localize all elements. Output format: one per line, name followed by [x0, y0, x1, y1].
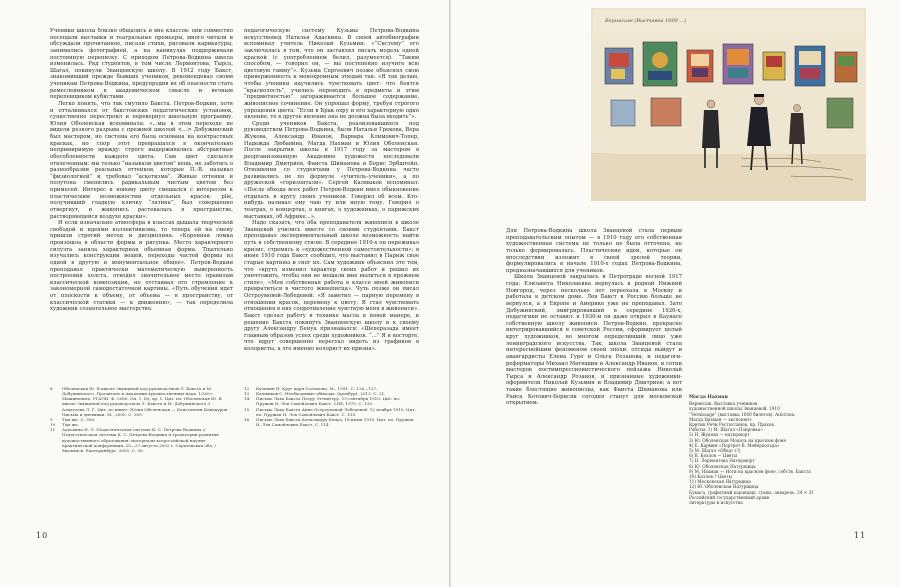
left-text-column-2 — [244, 28, 419, 386]
caption-line: 7) Н. Лермонтова Натюрморт — [689, 458, 755, 464]
footnote: 14 Письмо Льва Бакста Петру Эттингеру. 15 сентября 1910. Цит. по: Пружан И. Лев Самойлович Бакст. СПб, 1975. С. 135. — [244, 396, 401, 407]
caption-line: “Vernissage” (выставка 1000 билетов). Аполлон. — [689, 411, 796, 417]
painting-5 — [763, 52, 785, 80]
caption-line: 11) Московская Натурщица — [689, 479, 751, 485]
painting-8 — [611, 100, 635, 126]
footnotes-right — [244, 386, 419, 446]
painting-2 — [643, 42, 677, 86]
painting-1 — [605, 48, 633, 84]
right-text-column — [506, 228, 682, 443]
caption-line: литературы и искусства — [689, 500, 743, 506]
footnote: 10 Там же. — [50, 422, 80, 428]
caption-line: 4) Е. Кармин «Портрет В. Мейерхольда» — [689, 442, 780, 448]
caption-line: 2) Н. Жукова — натюрморт — [689, 432, 750, 438]
painting-4 — [723, 44, 753, 84]
footnote: 9 Там же. С. 308. — [50, 416, 96, 422]
caption-title: Магда Нахман — [689, 395, 728, 400]
caption-line: художественной школы Званцевой. 1910 — [689, 406, 780, 412]
caption-line: 6) В. Козлов — Цветы — [689, 453, 737, 459]
painting-6 — [795, 46, 825, 86]
paragraph: Среди учеников Бакста, реализовавшихся под руководством Петрова-Водкина, были Наталья Грекова, Вера Жукова, Александр Иванов, Варвара Климович-Топер, Надежда Любавина, Магда Нахман и Юлия Оболенская. После закрытия школы в 1917 году за мастером в реорганизованную Академию художеств последовали Владимир Дмитриев, Фаиста Шкмановa и Борис Эрбштейн. Отношения со студентами у Петрова-Водкина часто развивались не по формуле «учитель–ученики», а по дружеской «горизонтали». Сергей Калмыков вспоминал: «После обхода всех работ Петров-Водкин имел обыкновение отдыхать в кругу своих учеников. Говорил об всем. Кто-нибудь наливал ему чаю ту или иную тему. Говорил о театрах, о концертах, о книгах, о художниках, о парижских выставках, об Африке...». — [244, 120, 419, 220]
caption-line: 8) Ю. Оболенская Натурщица — [689, 463, 756, 469]
footnote: 11 Адаскина Н. Л. Педагогическая система К. С. Петрова-Водкина // Педагогическая система К. С. Петрова-Водкина и траектории развития художественного образования: материалы всероссийской научно-практической конференции, 25—27 августа 2002 г. Саратовская обл. / Хвалынск. Екатеринбург, 2005. С. 30. — [50, 427, 219, 453]
caption-line: 9) М. Нахман — Ноги на красном фоне, собств. Бакста — [689, 468, 811, 474]
caption-line: Работы: 1) М. Шагал «Покровка» — [689, 427, 763, 433]
paragraph: Школа Званцевой закрылась в Петрограде весной 1917 года: Елизавета Николаевна вернулась в родной Нижний Новгород, через несколько лет переехала в Москву и работала в детском доме. Лев Бакст в Россию больше не вернулся, а в Европе и Америке уже не преподавал. Зато Добужинский, эмигрировавший в середине 1920-х, педагогики не оставил: в 1930-м он даже открыл в Каунасе собственную школу живописи. Петров-Водкин, прекрасно интегрировавшийся в советской России, сформирует целый круг художников, во многом определивший лицо уже ленинградского искусства. Так, школа Званцевой стала интереснейшим феноменом своей эпохи: отсюда выйдут и авангардисты Елена Гуро и Ольга Розанова, и педагоги-реформаторы Михаил Матюшин и Александр Иванов, и сотни мастеров постимпрессионистического пейзажа Николай Тырса и Александр Розанов, и признанные художники-оформители Николай Кузьмин и Владимир Дмитриев; а вот такие блестящие живописцы, как Фаиста Шкманова или Раиса Котович-Борисяк сегодня станут для московской открытием. — [506, 274, 682, 407]
sketch-inscription: Вернисаж (Выставка 1000 ...) — [605, 18, 687, 24]
painting-3 — [687, 50, 713, 82]
footnote: 8 Оболенская Ю. В школе Званцевой под руководством Л. Бакста и М. Добужинского. Прочитано в Академии художественных наук. 1926 г. Машинопись. РГАЛИ. Ф. 2080. Оп. 1. Ед. хр. 1. Цит. по: Оболенская Ю. В школе Званцевой под руководством Л. Бакста и М. Добужинского // Алексеева Л. Г. Цит. по книге: Юлия Оболенская — Константин Кандауров. Письма и дневники. М., 2005. С. 309. — [50, 386, 229, 417]
exhibition-sketch-drawing — [591, 8, 866, 201]
page-number: 10 — [36, 531, 49, 540]
painting-10 — [827, 98, 853, 128]
artwork-sketch — [591, 8, 866, 201]
paragraph: Ученики школы близко общались и вне классов: они совместно посещали выставки и театральные премьеры, много читали и обсуждали прочитанное, писали стихи, рисовали карикатуры, занимались фотографией, а на каникулах поддерживали постоянную переписку. С приходом Петрова-Водкина школа изменилась. Ряд студентов, в том числе Лермонтова, Тырса, Шагал, покинули Званцевскую школу. В 1912 году Бакст, знакомивший прежде бывших учеников, рекомендовал своим ученикам Петрова-Водкина, предупредив их об опасности стать ремесленником в академическом смысле и вечным перепевщиком кубистами. — [50, 28, 233, 101]
caption-line: 3) Ю. Оболенская Модель на красном фоне — [689, 437, 786, 443]
left-text-column-1 — [50, 28, 233, 376]
footnote: 13 Калмыков С. Необходимые обиходы. Оренбург, 2013. С. 21. — [244, 391, 386, 397]
paragraph: Для Петрова-Водкина школа Званцевой стала первым преподавательским опытом — в 1910 году его собственная художественная система не только не была отточена, но только формировалась. Пластические идеи, которые он впоследствии изложит в своей зрелой теории, формулировались в начале 1910-х годах Петрова-Водкина, предназначавшихся для учеников. — [506, 228, 682, 274]
painting-9 — [651, 98, 681, 126]
caption-line: 12) Ю. Оболенская Натурщица — [689, 484, 759, 490]
paragraph: педагогическую систему Кузьмы Петрова-Водкина искусствовед Наталья Адаскина. В своей автобиографии вспоминал учитель Николай Кузьмин: «“Систему” его заключалась в том, что он заставлял писать модель одной краской (с употреблением белил, разумеется). “Таким способом, — говорил он, — вы постепенно изучите всю цветовую гамму”». Кузьма Сергеевич позже объяснял свою приверженность к монохромным этюдам так: «Я так делаю, чтобы ученики научились чувствовать цвет: что боятся “краснолость”, учились переводить в предметы и этим “предметностью” загораживается большое содержание, живописное сочинение. Он упрощал форму, требуя строгого упрощения цвета: “Если в Брак охру и его характерную одно явление, то в другое явление она не должна была входить”». — [244, 28, 419, 121]
left-page — [0, 0, 449, 587]
caption-line: 10) Козлов ? Цветы — [689, 474, 732, 480]
paragraph: И если изначально атмосфера в классах дышала творческой свободой и идеями коллективизма, то теперь ей на смену пришли строгий метод и дисциплина. «Коренная ломка произошла в области формы и рисунка. Место характерного силуэта заняла характерная объемная форма. Тщательно изучались конструкции вещей, переходы частей формы из одной в другую и монументальное общее». Петров-Водкин преподавал практически математическую выверенность построения холста, отводил значительное место правилам классической композиции, но отстаивал его стремление к закономерной самодостаточной картины. «Путь обучения идет от плоскости к объему, от объема — в пространству, от классической статики — к движению», — так определила художник сознательное мастерство. — [50, 220, 233, 313]
artwork-caption — [689, 395, 839, 505]
footnote: 16 Письмо Льва Бакста Александру Бенуа. 18 июня 1910. Цит. по: Пружан И. Лев Самойлович Бакст. С. 114. — [244, 416, 414, 428]
caption-line: Критик Речи Ростисланов, пр. Прахов. — [689, 422, 776, 428]
footnote: 15 Письмо Льва Бакста Анне Остроумовой-Лебедевой. 12 ноября 1910. Цит. по: Пружан И. Лев Самойлович Бакст. С. 135. — [244, 406, 416, 417]
caption-line: Российский государственный архив — [689, 494, 769, 500]
footnotes-left — [50, 386, 233, 466]
paragraph: Надо сказать, что оба преподавателя живописи в школе Званцевой учились вместе со своими студентами. Бакст преподавал экспериментальный школе возможность найти путь к собственному стилю. В середине 1910-х он переживал кризис, стремясь к «художественной самостоятельности»; в июне 1910 года Бакст сообщил, что выставил в Париж свое старые картины и снег их. Сам художник объяснил это тем, что «круто изменил характер своих работ и решил их уничтожить, чтобы они не мешали мне вылиться в прежнем стиле», «Моя собственная работа в классе моей живописи превратиться в чистого живописца». Чуть позже он писал Остроумовой-Лебедевой: «Я заметил — парную перемену в отношении красок, перемену к цвету. Я стал чувствовать отношения в них сопротивление чувствую меня в живописи». Бакст сделал работу в технике масла в новой манере, и решение Бакста покинуть Званцевскую школу и к своему другу Александру Бенуа признавался: «Шехеразада имеет главным образом успех среди художников. “...” Я в восторге, что вдруг совершенно перестал видеть из графиков в колористы, а это именно колорист их призна». — [244, 220, 419, 352]
paragraph: Легко понять, что так смутило Бакста. Петров-Водкин, хотя и отталкивался от бакстовских педагогических установок, существенно перестроил и перевернул школьную программу. Юлия Оболенская вспоминала: «...мы в этом переходе не видели резкого разрыва с прежней школой <...> Добужинский был мастером, но система его была основана на контрастных красках, но спор этот превращался в окончательно непримиримую вражду: строго выдерживались абстрактные обособленности каждого цвета. Сам цвет сделался отвлеченным: мы только “называли цветом” вещь, не заботясь о разнообразии реальных оттенков, которые П.-В. называл “физиологией” и требовал “аскетизма”. Живые оттенки и полутона сменялись радикальным чистым цветом без примесей. Интерес к новому цвету смешался с интересом к пластическим возможностям отдельных красок: plie, получивший гладкую кличку “латина”, был совершенно отвергнут, и живопись растекалась в пространстве, растворяющейся воздухе краски». — [50, 100, 233, 220]
caption-lines — [689, 401, 839, 505]
caption-line: Магда Нахман — экспонент. — [689, 416, 753, 422]
painting-7 — [835, 52, 857, 82]
page-number: 11 — [854, 531, 867, 540]
caption-line: Вернисаж. Выставка учеников — [689, 401, 758, 407]
footnote: 12 Кузьмин Н. Круг царя Соломона. М., 1991. С. 126—127. — [244, 386, 378, 391]
caption-line: Бумага, графитный карандаш, гуашь, акварель. 24 × 31 — [689, 489, 814, 495]
caption-line: 5) М. Шагал «Обед» (?) — [689, 448, 741, 454]
